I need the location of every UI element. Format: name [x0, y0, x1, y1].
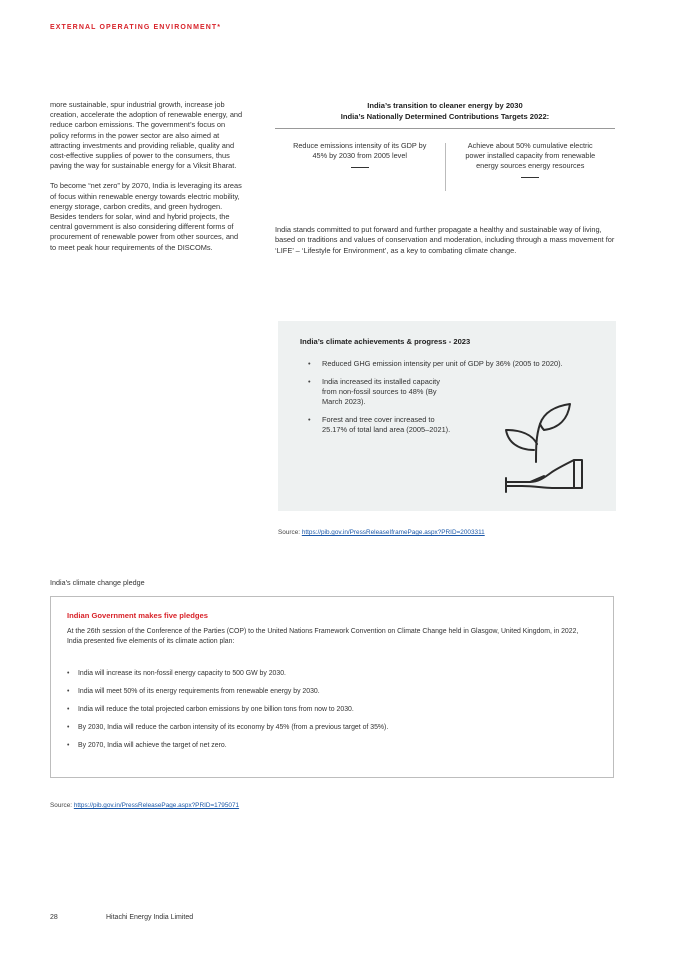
list-item: • India will increase its non-fossil energy capacity to 500 GW by 2030. [67, 669, 597, 678]
pledge-list [67, 669, 597, 759]
transition-panel [275, 100, 615, 256]
body-paragraph: more sustainable, spur industrial growth, increase job creation, accelerate the adoption of renewable energy, and reduce carbon emissions. The government’s focus on policy reforms in the power sector are also aimed at attracting investments and providing reliable, quality and cost-effective supplies of power to the consumers, thus paving the way for sustainable energy for a Viksit Bharat. [50, 100, 243, 171]
list-item: • India will reduce the total projected carbon emissions by one billion tons from now to 2030. [67, 705, 597, 714]
body-paragraph: To become “net zero” by 2070, India is leveraging its areas of focus within renewable energy towards electric mobility, energy storage, carbon credits, and green hydrogen. Besides tenders for solar, wind and hybrid projects, the central government is also considering different forms of procurement of renewable power from other sources, and to meet peak hour requirements of the DISCOMs. [50, 181, 242, 252]
list-item: • Forest and tree cover increased to 25.17% of total land area (2005–2021). [308, 415, 452, 435]
source-note [278, 529, 485, 536]
transition-title-line2: India’s Nationally Determined Contributions Targets 2022: [340, 112, 550, 121]
section-header: EXTERNAL OPERATING ENVIRONMENT* [50, 24, 222, 31]
divider [521, 177, 539, 178]
pledge-box [50, 596, 614, 778]
ndc-target-text: Reduce emissions intensity of its GDP by 45% by 2030 from 2005 level [293, 141, 427, 160]
pledge-intro: At the 26th session of the Conference of the Parties (COP) to the United Nations Framework Convention on Climate Change held in Glasgow, United Kingdom, in 2022, India presented five elements of its climate action plan: [67, 628, 579, 645]
list-item: • By 2030, India will reduce the carbon intensity of its economy by 45% (from a previous target of 35%). [67, 723, 597, 732]
ndc-targets [275, 141, 615, 219]
pledge-caption: India’s climate change pledge [50, 578, 145, 587]
source-link[interactable]: https://pib.gov.in/PressReleaseIframePage.aspx?PRID=2003311 [301, 529, 485, 536]
life-mission-text: India stands committed to put forward and further propagate a healthy and sustainable way of living, based on traditions and values of conservation and moderation, including through a mass movement for ‘LIFE’ – ‘Lifestyle for Environment’, as a key to combating climate change. [275, 225, 615, 255]
pledge-title: Indian Government makes five pledges [67, 611, 208, 620]
page-number: 28 [50, 914, 58, 921]
list-item: • India increased its installed capacity from non-fossil sources to 48% (By March 2023). [308, 377, 452, 407]
divider [351, 167, 369, 168]
source-link[interactable]: https://pib.gov.in/PressReleasePage.aspx?PRID=1795071 [73, 802, 240, 809]
source-label: Source: [278, 529, 302, 536]
left-column-text [50, 100, 246, 263]
ndc-target-text: Achieve about 50% cumulative electric power installed capacity from renewable energy sources energy resources [465, 141, 596, 170]
achievements-title: India’s climate achievements & progress - 2023 [300, 337, 471, 346]
page-footer [50, 914, 193, 921]
list-item: • India will meet 50% of its energy requirements from renewable energy by 2030. [67, 687, 597, 696]
source-note [50, 802, 239, 809]
company-name: Hitachi Energy India Limited [106, 914, 194, 921]
list-item: • Reduced GHG emission intensity per unit of GDP by 36% (2005 to 2020). [308, 359, 577, 369]
source-label: Source: [50, 802, 74, 809]
list-item: • By 2070, India will achieve the target of net zero. [67, 741, 597, 750]
transition-title [275, 100, 615, 129]
ndc-target [446, 141, 616, 219]
transition-title-line1: India’s transition to cleaner energy by 2030 [367, 101, 523, 110]
ndc-target [275, 141, 445, 219]
plant-in-hand-icon [496, 400, 586, 495]
